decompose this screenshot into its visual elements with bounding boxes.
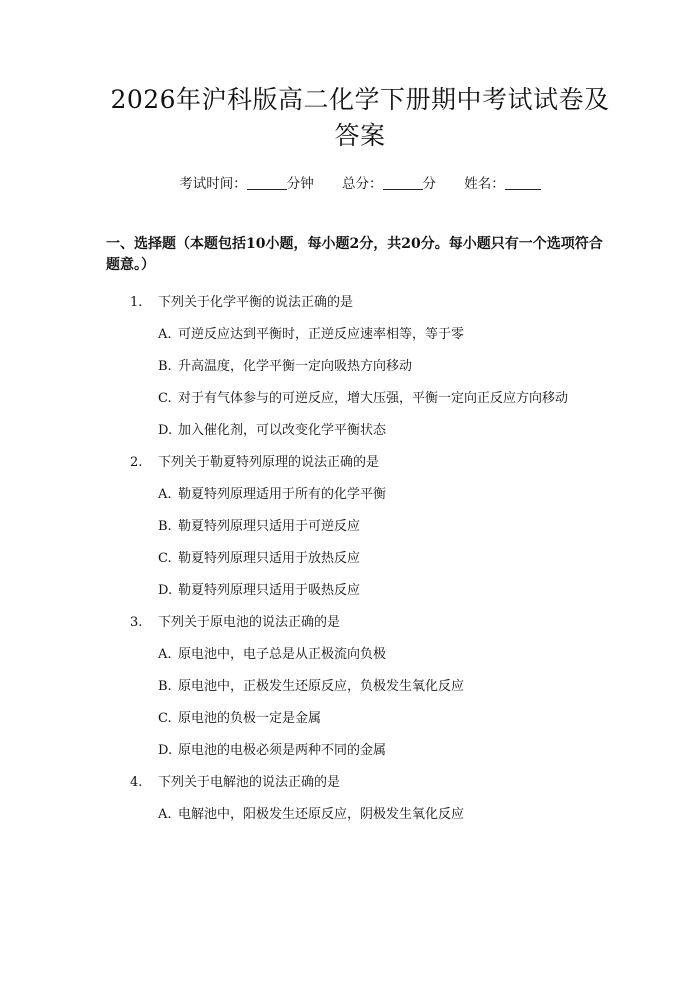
- option-item: [158, 546, 614, 578]
- option-letter: A.: [158, 807, 172, 822]
- total-score-blank: [383, 175, 423, 190]
- total-score-field: [342, 174, 436, 194]
- option-letter: A.: [158, 647, 172, 662]
- option-text: 对于有气体参与的可逆反应，增大压强，平衡一定向正反应方向移动: [178, 391, 569, 406]
- total-score-label: 总分：: [342, 176, 383, 192]
- student-name-blank: [505, 175, 541, 190]
- option-item: [158, 642, 614, 674]
- question-text: 下列关于原电池的说法正确的是: [158, 615, 341, 630]
- option-letter: B.: [158, 679, 172, 694]
- total-score-unit: 分: [422, 176, 436, 192]
- option-text: 电解池中，阳极发生还原反应，阴极发生氧化反应: [178, 807, 465, 822]
- option-item: [158, 482, 614, 514]
- option-letter: C.: [158, 551, 172, 566]
- exam-time-field: [179, 174, 314, 194]
- student-name-field: [464, 174, 541, 194]
- option-item: [158, 578, 614, 610]
- option-text: 勒夏特列原理只适用于吸热反应: [178, 583, 361, 598]
- option-text: 原电池中，电子总是从正极流向负极: [178, 647, 387, 662]
- option-item: [158, 418, 614, 450]
- option-item: [158, 738, 614, 770]
- option-text: 勒夏特列原理只适用于放热反应: [178, 551, 361, 566]
- option-letter: D.: [158, 423, 173, 438]
- option-letter: A.: [158, 487, 172, 502]
- question-number: 3.: [130, 615, 143, 630]
- option-item: [158, 322, 614, 354]
- option-letter: D.: [158, 743, 173, 758]
- option-text: 原电池的负极一定是金属: [178, 711, 322, 726]
- exam-time-blank: [247, 175, 287, 190]
- question-item: [130, 290, 614, 322]
- question-item: [130, 770, 614, 802]
- exam-meta: [106, 174, 614, 194]
- page-title: 2026年沪科版高二化学下册期中考试试卷及答案: [110, 85, 610, 150]
- option-text: 可逆反应达到平衡时，正逆反应速率相等，等于零: [178, 327, 465, 342]
- option-text: 勒夏特列原理只适用于可逆反应: [178, 519, 361, 534]
- option-item: [158, 674, 614, 706]
- question-number: 2.: [130, 455, 143, 470]
- option-letter: C.: [158, 711, 172, 726]
- option-letter: D.: [158, 583, 173, 598]
- option-letter: B.: [158, 359, 172, 374]
- option-letter: A.: [158, 327, 172, 342]
- section-heading: 一、选择题（本题包括10小题，每小题2分，共20分。每小题只有一个选项符合题意。）: [106, 236, 603, 273]
- option-item: [158, 802, 614, 834]
- option-text: 原电池的电极必须是两种不同的金属: [178, 743, 387, 758]
- option-letter: B.: [158, 519, 172, 534]
- question-list: [106, 290, 614, 834]
- question-item: [130, 610, 614, 642]
- option-item: [158, 706, 614, 738]
- option-item: [158, 386, 614, 418]
- option-text: 加入催化剂，可以改变化学平衡状态: [178, 423, 387, 438]
- option-item: [158, 354, 614, 386]
- option-text: 勒夏特列原理适用于所有的化学平衡: [178, 487, 387, 502]
- option-text: 升高温度，化学平衡一定向吸热方向移动: [178, 359, 413, 374]
- exam-time-label: 考试时间：: [179, 176, 247, 192]
- option-letter: C.: [158, 391, 172, 406]
- question-text: 下列关于电解池的说法正确的是: [158, 775, 341, 790]
- student-name-label: 姓名：: [464, 176, 505, 192]
- question-item: [130, 450, 614, 482]
- exam-page: [0, 82, 700, 987]
- exam-time-unit: 分钟: [286, 176, 314, 192]
- question-number: 1.: [130, 295, 143, 310]
- question-text: 下列关于勒夏特列原理的说法正确的是: [158, 455, 380, 470]
- option-item: [158, 514, 614, 546]
- option-text: 原电池中，正极发生还原反应，负极发生氧化反应: [178, 679, 465, 694]
- question-number: 4.: [130, 775, 143, 790]
- question-text: 下列关于化学平衡的说法正确的是: [158, 295, 354, 310]
